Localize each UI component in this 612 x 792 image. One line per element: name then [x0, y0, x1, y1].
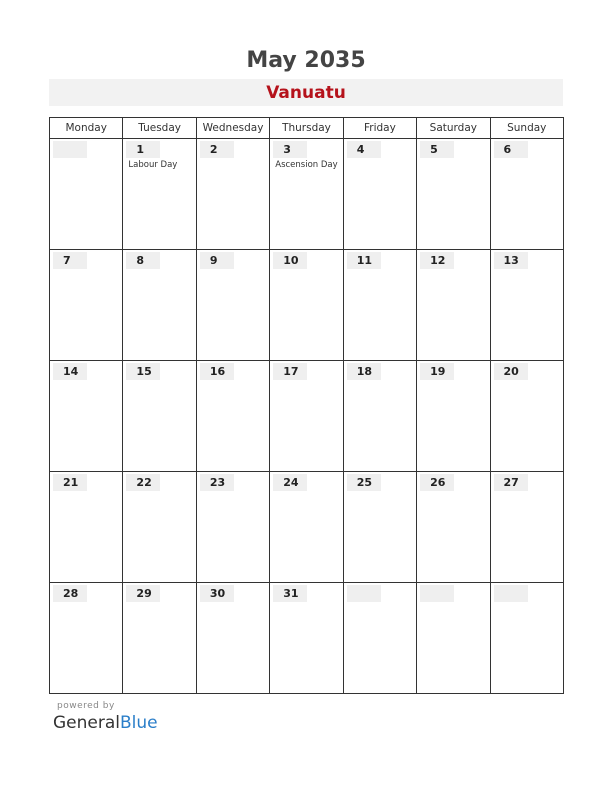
day-cell: [196, 361, 269, 472]
page-title: May 2035: [246, 48, 366, 73]
weekday-tuesday: Tuesday: [123, 118, 196, 139]
day-number: 28: [53, 585, 87, 602]
day-cell: [123, 472, 196, 583]
day-number: 9: [200, 252, 234, 269]
day-cell: [50, 472, 123, 583]
day-cell: [343, 250, 416, 361]
weekday-header-row: [50, 118, 564, 139]
day-cell: [417, 583, 490, 694]
day-cell: [490, 472, 563, 583]
holiday-label: Labour Day: [128, 160, 178, 170]
day-number: 14: [53, 363, 87, 380]
day-cell: [490, 583, 563, 694]
day-cell: [196, 250, 269, 361]
day-number: 12: [420, 252, 454, 269]
day-number: 23: [200, 474, 234, 491]
week-row: [50, 361, 564, 472]
day-cell: [270, 472, 343, 583]
weekday-monday: Monday: [50, 118, 123, 139]
day-cell: [417, 361, 490, 472]
day-number: [420, 585, 454, 602]
powered-by-label: powered by: [57, 701, 115, 711]
day-cell: [417, 472, 490, 583]
day-cell: [196, 583, 269, 694]
day-cell: [270, 361, 343, 472]
day-cell: [50, 139, 123, 250]
day-number: 7: [53, 252, 87, 269]
day-number: 20: [494, 363, 528, 380]
day-number: 18: [347, 363, 381, 380]
day-number: [494, 585, 528, 602]
day-cell: [270, 250, 343, 361]
day-number: 5: [420, 141, 454, 158]
day-number: 21: [53, 474, 87, 491]
day-number: 24: [273, 474, 307, 491]
day-cell: [270, 583, 343, 694]
weekday-sunday: Sunday: [490, 118, 563, 139]
day-number: 1: [126, 141, 160, 158]
day-cell: [417, 139, 490, 250]
day-number: 29: [126, 585, 160, 602]
brand-blue: Blue: [120, 713, 158, 733]
country-bar: [49, 79, 563, 106]
day-number: 26: [420, 474, 454, 491]
day-number: [53, 141, 87, 158]
day-cell: [123, 583, 196, 694]
day-number: 30: [200, 585, 234, 602]
country-name: Vanuatu: [266, 82, 346, 103]
week-row: [50, 139, 564, 250]
week-row: [50, 250, 564, 361]
day-cell: [50, 250, 123, 361]
day-cell: [417, 250, 490, 361]
day-cell: [343, 583, 416, 694]
day-number: 4: [347, 141, 381, 158]
day-cell: [343, 139, 416, 250]
day-number: 11: [347, 252, 381, 269]
weekday-thursday: Thursday: [270, 118, 343, 139]
day-cell: [123, 139, 196, 250]
day-number: 8: [126, 252, 160, 269]
day-cell: [490, 250, 563, 361]
weekday-wednesday: Wednesday: [196, 118, 269, 139]
brand-logo[interactable]: [53, 713, 158, 733]
day-cell: [123, 361, 196, 472]
day-number: 16: [200, 363, 234, 380]
day-cell: [123, 250, 196, 361]
day-cell: [196, 139, 269, 250]
day-number: 17: [273, 363, 307, 380]
day-number: 15: [126, 363, 160, 380]
day-number: [347, 585, 381, 602]
calendar-grid: [49, 117, 564, 694]
day-number: 13: [494, 252, 528, 269]
day-number: 27: [494, 474, 528, 491]
day-cell: [343, 361, 416, 472]
day-cell: [196, 472, 269, 583]
day-number: 25: [347, 474, 381, 491]
day-number: 31: [273, 585, 307, 602]
day-cell: [490, 361, 563, 472]
day-number: 22: [126, 474, 160, 491]
week-row: [50, 583, 564, 694]
day-number: 19: [420, 363, 454, 380]
day-number: 2: [200, 141, 234, 158]
weekday-saturday: Saturday: [417, 118, 490, 139]
day-cell: [270, 139, 343, 250]
day-cell: [50, 583, 123, 694]
week-row: [50, 472, 564, 583]
day-cell: [50, 361, 123, 472]
day-number: 6: [494, 141, 528, 158]
day-number: 10: [273, 252, 307, 269]
holiday-label: Ascension Day: [275, 160, 338, 170]
weekday-friday: Friday: [343, 118, 416, 139]
day-cell: [490, 139, 563, 250]
day-number: 3: [273, 141, 307, 158]
brand-general: General: [53, 713, 120, 733]
day-cell: [343, 472, 416, 583]
